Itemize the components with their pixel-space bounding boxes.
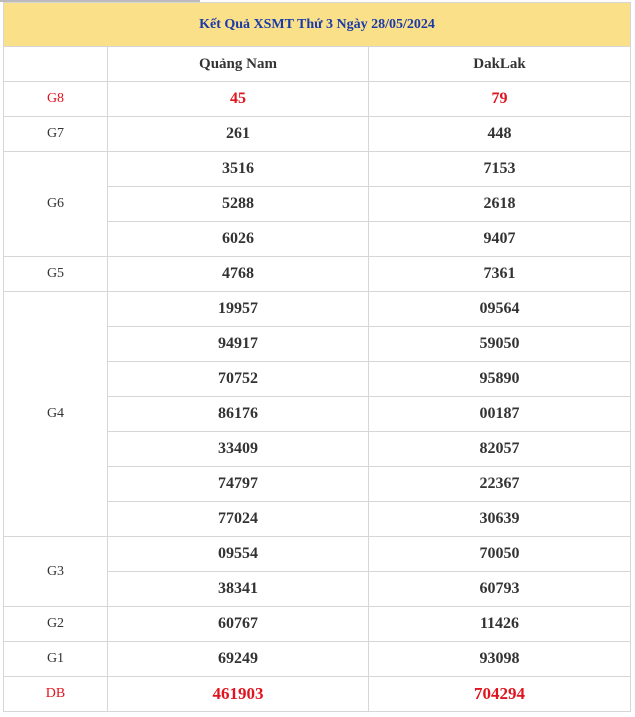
number-cell-quang-nam: 33409 [108,432,369,467]
number-cell-quang-nam: 3516 [108,152,369,187]
number-cell-daklak: 82057 [369,432,631,467]
prize-row [4,152,631,187]
number-cell-daklak: 11426 [369,607,631,642]
column-header-daklak: DakLak [369,47,631,82]
column-header-quang-nam: Quảng Nam [108,47,369,82]
prize-row [4,677,631,712]
prize-label: G7 [4,117,108,152]
prize-row [4,607,631,642]
lottery-results-table [3,2,631,712]
prize-row [4,642,631,677]
number-cell-daklak: 09564 [369,292,631,327]
prize-label: G4 [4,292,108,537]
number-cell-quang-nam: 69249 [108,642,369,677]
number-cell-quang-nam: 4768 [108,257,369,292]
number-cell-daklak: 9407 [369,222,631,257]
prize-label: G3 [4,537,108,607]
number-cell-daklak: 79 [369,82,631,117]
number-cell-quang-nam: 5288 [108,187,369,222]
number-cell-quang-nam: 261 [108,117,369,152]
number-cell-quang-nam: 38341 [108,572,369,607]
results-container [3,2,630,712]
number-cell-quang-nam: 74797 [108,467,369,502]
prize-label: G2 [4,607,108,642]
number-cell-daklak: 95890 [369,362,631,397]
number-cell-daklak: 60793 [369,572,631,607]
prize-label: G6 [4,152,108,257]
number-cell-quang-nam: 19957 [108,292,369,327]
number-cell-daklak: 448 [369,117,631,152]
number-cell-daklak: 59050 [369,327,631,362]
number-cell-daklak: 22367 [369,467,631,502]
prize-row [4,292,631,327]
number-cell-quang-nam: 86176 [108,397,369,432]
number-cell-daklak: 704294 [369,677,631,712]
prize-row [4,82,631,117]
number-cell-quang-nam: 60767 [108,607,369,642]
prize-row [4,537,631,572]
number-cell-quang-nam: 461903 [108,677,369,712]
number-cell-daklak: 2618 [369,187,631,222]
number-cell-quang-nam: 70752 [108,362,369,397]
number-cell-quang-nam: 09554 [108,537,369,572]
prize-label: DB [4,677,108,712]
number-cell-quang-nam: 45 [108,82,369,117]
results-body [4,82,631,712]
table-title: Kết Quả XSMT Thứ 3 Ngày 28/05/2024 [4,3,631,47]
prize-label: G1 [4,642,108,677]
number-cell-quang-nam: 77024 [108,502,369,537]
number-cell-daklak: 30639 [369,502,631,537]
number-cell-quang-nam: 94917 [108,327,369,362]
prize-row [4,257,631,292]
number-cell-quang-nam: 6026 [108,222,369,257]
prize-row [4,117,631,152]
number-cell-daklak: 7153 [369,152,631,187]
prize-label: G5 [4,257,108,292]
prize-label: G8 [4,82,108,117]
number-cell-daklak: 00187 [369,397,631,432]
number-cell-daklak: 7361 [369,257,631,292]
number-cell-daklak: 93098 [369,642,631,677]
header-empty-cell [4,47,108,82]
number-cell-daklak: 70050 [369,537,631,572]
